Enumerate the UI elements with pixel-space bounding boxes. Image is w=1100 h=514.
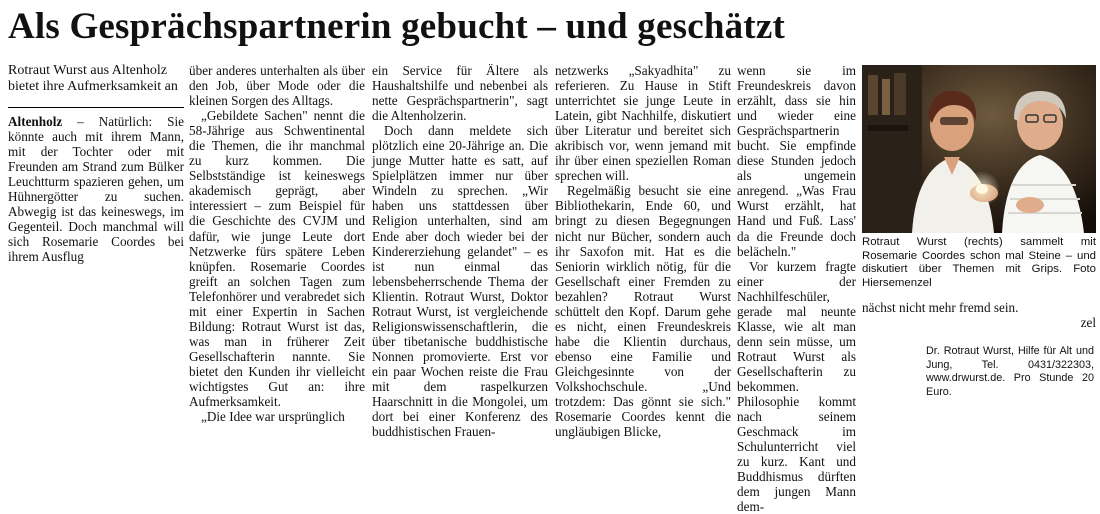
- article-dateline: Altenholz: [8, 114, 63, 129]
- article-author: zel: [1080, 315, 1096, 331]
- column-4-paragraph: netzwerks „Sakyadhita" zu referieren. Zu Hause in Stift unterrichtet sie junge Leute in Latein, gibt Nachhilfe, diskutiert über Literatur und bereitet sich akribisch vor, wenn jemand mit ihr über einen speziellen Roman sprechen will.: [555, 63, 731, 184]
- article-column-5: [737, 63, 856, 514]
- column-1-text: – Natürlich: Sie könnte auch mit ihrem Mann, mit der Tochter oder mit Freunden am Strand zum Bülker Leuchtturm spazieren gehen, um Hühnergötter zu suchen. Abwegig ist das keineswegs, im Gegenteil. Doch manchmal will sich Rosemarie Coordes bei ihrem Ausflug: [8, 114, 184, 265]
- column-2-paragraph: über anderes unterhalten als über den Job, über Mode oder die kleinen Sorgen des Alltags.: [189, 63, 365, 109]
- photo-credit: Foto Hiersemenzel: [862, 263, 1096, 289]
- article-column-2: [189, 63, 365, 424]
- photo-caption-text: Rotraut Wurst (rechts) sammelt mit Rosemarie Coordes schon mal Steine – und diskutiert über Themen mit Grips.: [862, 236, 1096, 276]
- column-5-paragraph: Vor kurzem fragte einer der Nachhilfeschüler, gerade mal neunte Klasse, wie alt man denn sein müsse, um Rotraut Wurst als Gesellschafterin zu bekommen. Philosophie kommt nach seinem Geschmack im Schulunterricht viel zu kurz. Kant und Buddhismus dürften dem jungen Mann dem-: [737, 258, 856, 514]
- column-3-paragraph: ein Service für Ältere als Haushaltshilfe und nebenbei als nette Gesprächspartnerin", sagt die Altenholzerin.: [372, 63, 548, 124]
- article-ending: [862, 300, 1096, 330]
- column-2-paragraph: „Gebildete Sachen" nennt die 58-Jährige aus Schwentinental die Themen, die ihr manchmal zu kurz kommen. Die Selbstständige ist keineswegs akademisch geprägt, aber interessiert – zum Beispiel für die Geschichte des CVJM und dafür, wie junge Leute dort Netzwerke fürs spätere Leben knüpfen. Rosemarie Coordes greift an solchen Tagen zum Telefonhörer und verabredet sich mit einer Expertin in Sachen Bildung: Rotraut Wurst ist das, was man in früherer Zeit Gesellschafterin nannte. Sie bietet den Kunden ihr vielleicht wichtigstes Gut an: ihre Aufmerksamkeit.: [189, 108, 365, 410]
- article-column-3: [372, 63, 548, 439]
- contact-info: Dr. Rotraut Wurst, Hilfe für Alt und Jung, Tel. 0431/322303, www.drwurst.de. Pro Stunde 20 Euro.: [926, 345, 1094, 398]
- article-photo: [862, 65, 1096, 233]
- article-subheadline: Rotraut Wurst aus Altenholz bietet ihre Aufmerksamkeit an: [8, 63, 178, 94]
- article-headline: Als Gesprächspartnerin gebucht – und geschätzt: [8, 6, 785, 47]
- article-continuation: nächst nicht mehr fremd sein.: [862, 300, 1019, 315]
- column-5-paragraph: wenn sie im Freundeskreis davon erzählt, dass sie hin und wieder eine Gesprächspartnerin bucht. Sie empfinde diese Stunden jedoch als ungemein anregend. „Was Frau Wurst erzählt, hat Hand und Fuß. Lass' da die Freunde doch belächeln.": [737, 63, 856, 259]
- photo-caption: [862, 236, 1096, 290]
- article-column-1: [8, 63, 184, 264]
- photo-two-women-icon: [862, 65, 1096, 233]
- subheadline-divider: [8, 107, 184, 108]
- column-1-paragraph: [8, 114, 184, 264]
- column-4-paragraph: Regelmäßig besucht sie eine Bibliothekarin, Ende 60, und bringt zu diesen Begegnungen nicht nur Bücher, sondern auch ihr Saxofon mit. Hat es die Seniorin wirklich nötig, für die Gesellschaft einer Fremden zu bezahlen? Rotraut Wurst schüttelt den Kopf. Darum gehe es nicht, einen Freundeskreis habe die Klientin durchaus, ebenso eine Familie und Gleichgesinnte von der Volkshochschule. „Und trotzdem: Das gönnt sie sich." Rosemarie Coordes kennt die ungläubigen Blicke,: [555, 183, 731, 440]
- column-2-paragraph: „Die Idee war ursprünglich: [201, 409, 345, 425]
- article-column-4: [555, 63, 731, 439]
- column-3-paragraph: Doch dann meldete sich plötzlich eine 20-Jährige an. Die junge Mutter hatte es satt, auf Spielplätzen immer nur über Windeln zu sprechen. „Wir haben uns stattdessen über Religion unterhalten, sind am Ende aber doch wieder bei der Kindererziehung gelandet" – es ist nun einmal das lebensbeherrschende Thema der Klientin. Rotraut Wurst, Doktor Rotraut Wurst, ist vergleichende Religionswissenschaftlerin, die über tibetanische buddhistische Nonnen promovierte. Erst vor ein paar Wochen reiste die Frau mit dem raspelkurzen Haarschnitt in die Mongolei, um dort bei einer Konferenz des buddhistischen Frauen-: [372, 123, 548, 440]
